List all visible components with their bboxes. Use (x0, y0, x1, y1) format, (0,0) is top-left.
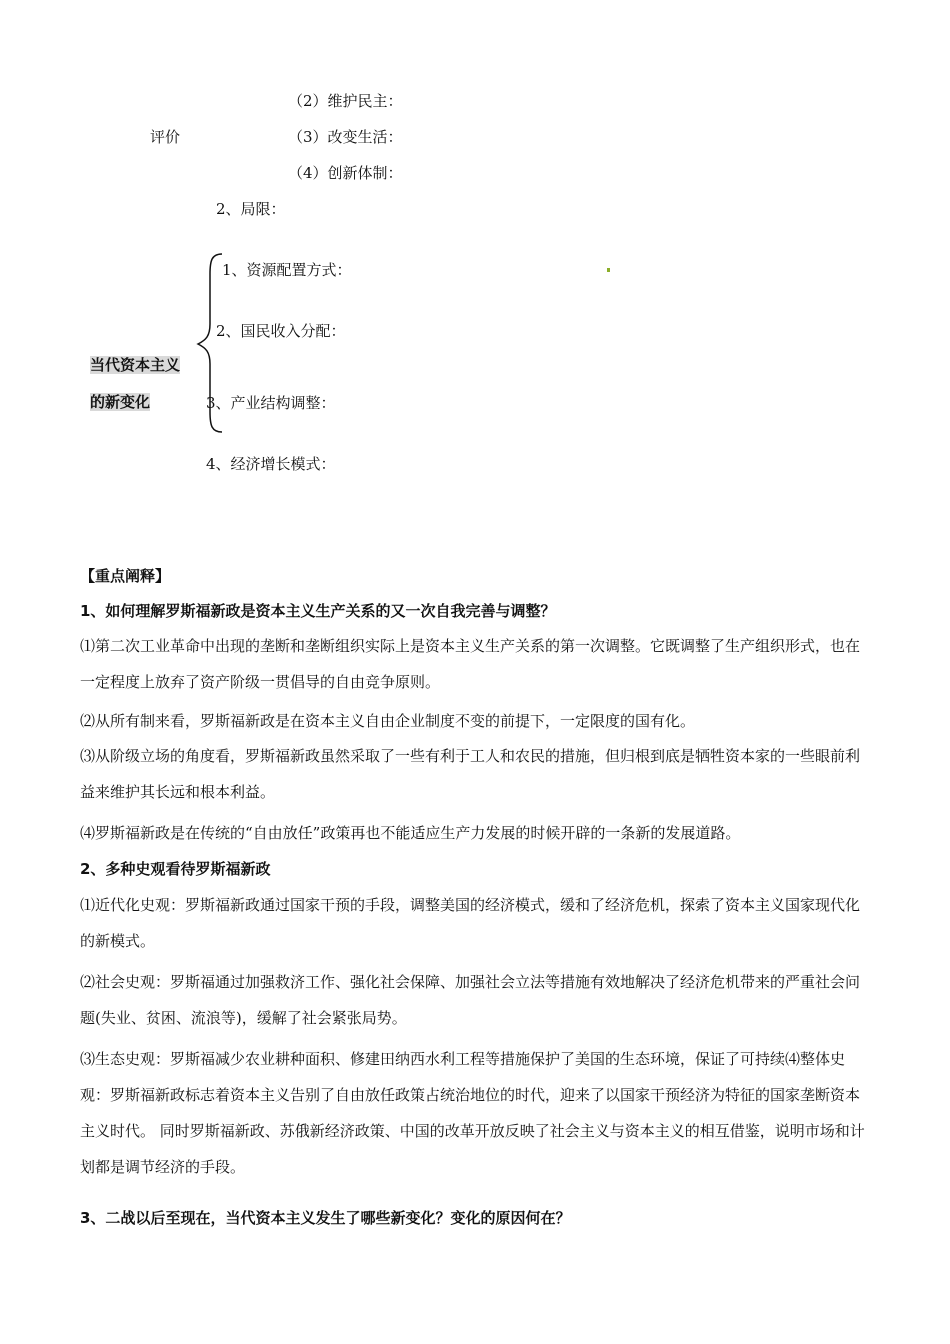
q2-paragraph-2: ⑵社会史观：罗斯福通过加强救济工作、强化社会保障、加强社会立法等措施有效地解决了经济危机带来的严重社会问题(失业、贫困、流浪等)，缓解了社会紧张局势。 (80, 973, 861, 1027)
q1-paragraph-1: ⑴第二次工业革命中出现的垄断和垄断组织实际上是资本主义生产关系的第一次调整。它既调整了生产组织形式，也在一定程度上放弃了资产阶级一贯倡导的自由竞争原则。 (80, 637, 861, 691)
q2-paragraph-3: ⑶生态史观：罗斯福减少农业耕种面积、修建田纳西水利工程等措施保护了美国的生态环境，保证了可持续⑷整体史观：罗斯福新政标志着资本主义告别了自由放任政策占统治地位的时代，迎来了以国家干预经济为特征的国家垄断资本主义时代。 同时罗斯福新政、苏俄新经济政策、中国的改革开放反映了社会主义与资本主义的相互借鉴，说明市场和计划都是调节经济的手段。 (80, 1050, 865, 1176)
question-3-title: 3、二战以后至现在，当代资本主义发生了哪些新变化？变化的原因何在？ (80, 1209, 571, 1227)
q2-paragraph-1: ⑴近代化史观：罗斯福新政通过国家干预的手段，调整美国的经济模式，缓和了经济危机，探索了资本主义国家现代化的新模式。 (80, 896, 861, 950)
change-item-industry: 3、产业结构调整： (206, 394, 336, 412)
change-item-resource: 1、资源配置方式： (222, 261, 352, 279)
evaluation-item-system: （4）创新体制： (288, 164, 403, 182)
q1-paragraph-2: ⑵从所有制来看，罗斯福新政是在资本主义自由企业制度不变的前提下，一定限度的国有化。 (80, 712, 696, 730)
change-item-income: 2、国民收入分配： (216, 322, 346, 340)
evaluation-item-life: （3）改变生活： (288, 128, 403, 146)
key-points-heading: 【重点阐释】 (80, 567, 171, 585)
q1-paragraph-4: ⑷罗斯福新政是在传统的“自由放任”政策再也不能适应生产力发展的时候开辟的一条新的发展道路。 (80, 824, 741, 842)
changes-title-line2: 的新变化 (90, 393, 151, 411)
evaluation-item-democracy: （2）维护民主： (288, 92, 403, 110)
question-1-title: 1、如何理解罗斯福新政是资本主义生产关系的又一次自我完善与调整？ (80, 602, 556, 620)
limitation-label: 2、局限： (216, 200, 286, 218)
change-item-growth: 4、经济增长模式： (206, 455, 336, 473)
evaluation-label: 评价 (150, 128, 181, 146)
green-dot-mark (607, 268, 610, 272)
changes-title-line1: 当代资本主义 (90, 356, 181, 374)
q1-paragraph-3: ⑶从阶级立场的角度看，罗斯福新政虽然采取了一些有利于工人和农民的措施，但归根到底是牺牲资本家的一些眼前利益来维护其长远和根本利益。 (80, 747, 861, 801)
question-2-title: 2、多种史观看待罗斯福新政 (80, 860, 271, 878)
